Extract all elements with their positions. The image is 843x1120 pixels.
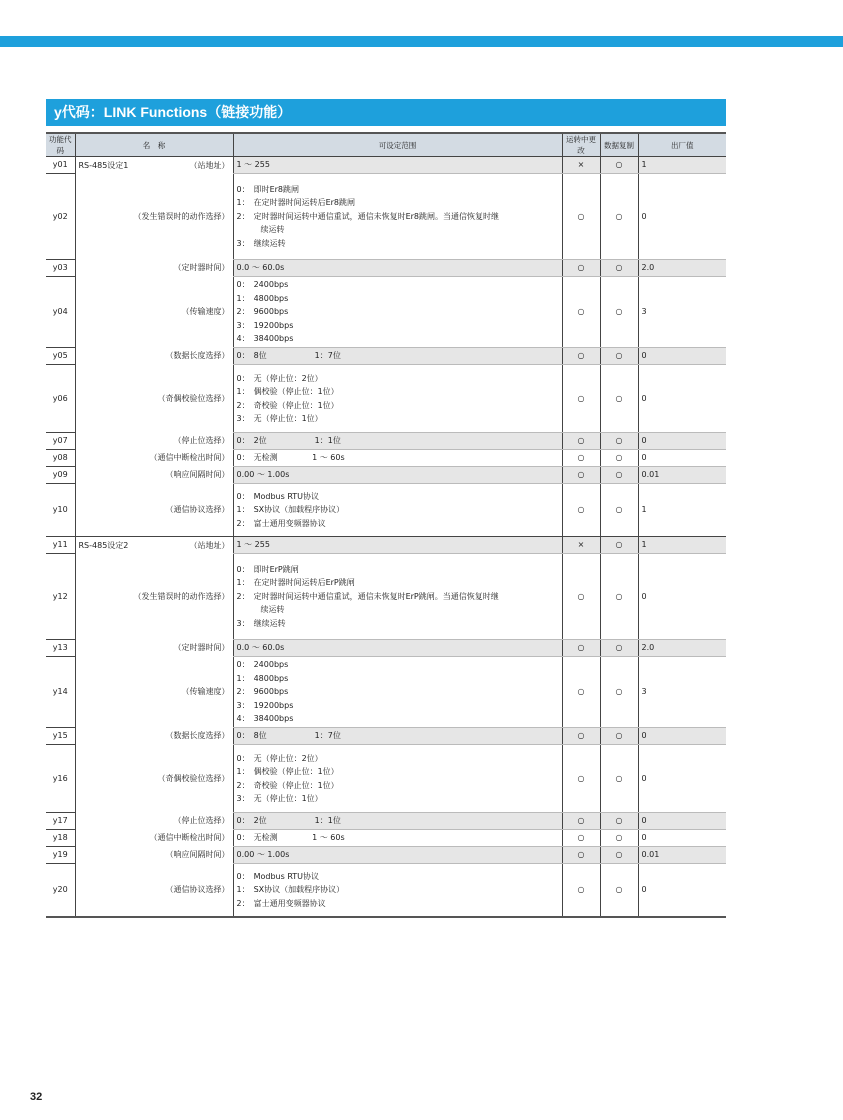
range-option: 3： 继续运转 bbox=[236, 238, 286, 248]
data-copy-cell bbox=[600, 450, 638, 467]
factory-value: 1 bbox=[641, 540, 647, 550]
data-copy-mark: ○ bbox=[615, 773, 623, 783]
range-option: 2： 富士通用变频器协议 bbox=[236, 898, 326, 908]
data-copy-cell bbox=[600, 554, 638, 640]
table-row bbox=[46, 260, 726, 277]
code-cell bbox=[46, 813, 75, 830]
range-option: 1： SX协议（加载程序协议） bbox=[236, 505, 345, 515]
data-copy-mark: ○ bbox=[615, 393, 623, 403]
range-option: 0.0 ～ 60.0s bbox=[236, 643, 285, 653]
factory-cell bbox=[638, 864, 726, 917]
function-code: y08 bbox=[52, 453, 68, 463]
run-change-cell bbox=[562, 277, 600, 348]
data-copy-cell bbox=[600, 277, 638, 348]
data-copy-cell bbox=[600, 348, 638, 365]
data-copy-mark: ○ bbox=[615, 505, 623, 515]
name-cell bbox=[75, 657, 233, 728]
range-option: 2： 奇校验（停止位：1位） bbox=[236, 400, 339, 410]
run-change-mark: ○ bbox=[577, 885, 585, 894]
code-cell bbox=[46, 657, 75, 728]
range-cell bbox=[233, 365, 562, 433]
function-code: y19 bbox=[52, 850, 68, 860]
range-option: 0： 2400bps bbox=[236, 660, 289, 670]
code-cell bbox=[46, 277, 75, 348]
run-change-cell bbox=[562, 365, 600, 433]
data-copy-mark: ○ bbox=[615, 687, 623, 697]
name-cell bbox=[75, 365, 233, 433]
name-cell bbox=[75, 864, 233, 917]
range-option: 0： 无（停止位：2位） bbox=[236, 373, 323, 383]
run-change-cell bbox=[562, 433, 600, 450]
function-code-table bbox=[46, 132, 726, 918]
range-option: 0： 2位 1：1位 bbox=[236, 816, 341, 826]
run-change-cell bbox=[562, 174, 600, 260]
run-change-cell bbox=[562, 157, 600, 174]
table-row bbox=[46, 157, 726, 174]
data-copy-cell bbox=[600, 365, 638, 433]
run-change-cell bbox=[562, 537, 600, 554]
data-copy-cell bbox=[600, 157, 638, 174]
range-option: 3： 19200bps bbox=[236, 320, 294, 330]
data-copy-cell bbox=[600, 260, 638, 277]
code-cell bbox=[46, 728, 75, 745]
name-cell bbox=[75, 433, 233, 450]
range-option: 1： 4800bps bbox=[236, 673, 289, 683]
table-row bbox=[46, 174, 726, 260]
range-cell bbox=[233, 348, 562, 365]
function-code: y14 bbox=[52, 687, 68, 697]
range-option: 1： 偶校验（停止位：1位） bbox=[236, 767, 339, 776]
code-cell bbox=[46, 745, 75, 813]
table-row bbox=[46, 728, 726, 745]
factory-value: 0 bbox=[641, 393, 647, 403]
data-copy-mark: ○ bbox=[615, 731, 623, 741]
run-change-cell bbox=[562, 554, 600, 640]
range-option: 0.00 ～ 1.00s bbox=[236, 850, 290, 860]
function-code: y07 bbox=[52, 436, 68, 446]
factory-cell bbox=[638, 174, 726, 260]
name-cell bbox=[75, 554, 233, 640]
data-copy-mark: ○ bbox=[615, 850, 623, 860]
run-change-mark: ○ bbox=[577, 833, 585, 843]
table-row bbox=[46, 830, 726, 847]
range-cell bbox=[233, 830, 562, 847]
name-cell bbox=[75, 484, 233, 537]
function-code: y17 bbox=[52, 816, 68, 826]
range-cell bbox=[233, 157, 562, 174]
name-cell bbox=[75, 830, 233, 847]
function-code: y02 bbox=[52, 211, 68, 221]
range-cell bbox=[233, 537, 562, 554]
table-row bbox=[46, 348, 726, 365]
data-copy-cell bbox=[600, 174, 638, 260]
run-change-mark: ○ bbox=[577, 687, 585, 697]
range-option: 4： 38400bps bbox=[236, 334, 294, 344]
run-change-cell bbox=[562, 348, 600, 365]
code-cell bbox=[46, 348, 75, 365]
data-copy-cell bbox=[600, 847, 638, 864]
range-option: 续运转 bbox=[236, 605, 285, 615]
parameter-name: （通信中断检出时间） bbox=[149, 833, 230, 843]
code-cell bbox=[46, 450, 75, 467]
factory-cell bbox=[638, 830, 726, 847]
factory-cell bbox=[638, 537, 726, 554]
data-copy-mark: ○ bbox=[615, 160, 623, 170]
run-change-mark: × bbox=[577, 540, 585, 550]
range-cell bbox=[233, 745, 562, 813]
range-option: 2： 定时器时间运转中通信重试，通信未恢复时Er8跳闸。当通信恢复时继 bbox=[236, 211, 500, 221]
code-cell bbox=[46, 484, 75, 537]
factory-value: 2.0 bbox=[641, 643, 655, 653]
parameter-name: （发生错误时的动作选择） bbox=[133, 211, 230, 221]
range-cell bbox=[233, 657, 562, 728]
run-change-mark: ○ bbox=[577, 263, 585, 273]
function-code: y18 bbox=[52, 833, 68, 843]
function-code: y03 bbox=[52, 263, 68, 273]
range-cell bbox=[233, 813, 562, 830]
factory-cell bbox=[638, 554, 726, 640]
run-change-cell bbox=[562, 728, 600, 745]
parameter-name: （响应间隔时间） bbox=[165, 850, 230, 860]
function-code: y13 bbox=[52, 643, 68, 653]
code-cell bbox=[46, 864, 75, 917]
data-copy-mark: ○ bbox=[615, 351, 623, 361]
range-option: 0： Modbus RTU协议 bbox=[236, 871, 320, 881]
data-copy-cell bbox=[600, 830, 638, 847]
run-change-cell bbox=[562, 484, 600, 537]
range-option: 续运转 bbox=[236, 225, 285, 235]
run-change-mark: ○ bbox=[577, 816, 585, 826]
name-cell bbox=[75, 728, 233, 745]
table-row bbox=[46, 813, 726, 830]
range-cell bbox=[233, 260, 562, 277]
code-cell bbox=[46, 433, 75, 450]
range-cell bbox=[233, 450, 562, 467]
range-cell bbox=[233, 640, 562, 657]
run-change-mark: ○ bbox=[577, 393, 585, 403]
run-change-cell bbox=[562, 745, 600, 813]
name-cell bbox=[75, 537, 233, 554]
factory-cell bbox=[638, 467, 726, 484]
factory-value: 2.0 bbox=[641, 263, 655, 273]
factory-cell bbox=[638, 813, 726, 830]
parameter-name: （定时器时间） bbox=[173, 643, 230, 653]
parameter-name: （站地址） bbox=[189, 540, 230, 550]
data-copy-cell bbox=[600, 745, 638, 813]
range-option: 1： 4800bps bbox=[236, 293, 289, 303]
table-row bbox=[46, 657, 726, 728]
factory-value: 0 bbox=[641, 885, 647, 894]
code-cell bbox=[46, 640, 75, 657]
factory-value: 3 bbox=[641, 687, 647, 697]
range-cell bbox=[233, 847, 562, 864]
name-cell bbox=[75, 847, 233, 864]
code-cell bbox=[46, 537, 75, 554]
data-copy-cell bbox=[600, 537, 638, 554]
parameter-name: （定时器时间） bbox=[173, 263, 230, 273]
table-row bbox=[46, 847, 726, 864]
parameter-name: （通信协议选择） bbox=[165, 505, 230, 514]
parameter-name: （停止位选择） bbox=[173, 816, 230, 826]
run-change-cell bbox=[562, 450, 600, 467]
range-option: 3： 继续运转 bbox=[236, 618, 286, 628]
range-cell bbox=[233, 728, 562, 745]
range-option: 0： 无（停止位：2位） bbox=[236, 753, 323, 763]
factory-value: 0 bbox=[641, 833, 647, 843]
factory-value: 0.01 bbox=[641, 850, 660, 860]
parameter-name: （数据长度选择） bbox=[165, 731, 230, 741]
range-option: 2： 富士通用变频器协议 bbox=[236, 518, 326, 528]
data-copy-mark: ○ bbox=[615, 591, 623, 601]
run-change-mark: ○ bbox=[577, 773, 585, 783]
run-change-cell bbox=[562, 467, 600, 484]
header-code: 功能代码 bbox=[46, 133, 75, 157]
parameter-name: （奇偶校验位选择） bbox=[157, 393, 230, 403]
name-cell bbox=[75, 745, 233, 813]
run-change-mark: ○ bbox=[577, 436, 585, 446]
group-name: RS-485设定1 bbox=[78, 160, 129, 170]
table-row bbox=[46, 554, 726, 640]
factory-value: 1 bbox=[641, 505, 647, 515]
parameter-name: （通信中断检出时间） bbox=[149, 453, 230, 463]
factory-value: 0 bbox=[641, 351, 647, 361]
run-change-mark: ○ bbox=[577, 470, 585, 480]
data-copy-cell bbox=[600, 813, 638, 830]
data-copy-mark: ○ bbox=[615, 470, 623, 480]
function-code: y15 bbox=[52, 731, 68, 741]
range-cell bbox=[233, 433, 562, 450]
factory-cell bbox=[638, 484, 726, 537]
factory-cell bbox=[638, 450, 726, 467]
page-number: 32 bbox=[30, 1091, 43, 1103]
factory-cell bbox=[638, 745, 726, 813]
parameter-name: （发生错误时的动作选择） bbox=[133, 591, 230, 601]
table-row bbox=[46, 864, 726, 917]
range-option: 0： 即时Er8跳闸 bbox=[236, 184, 300, 194]
function-code: y12 bbox=[52, 591, 68, 601]
table-row bbox=[46, 450, 726, 467]
range-option: 1： SX协议（加载程序协议） bbox=[236, 885, 345, 894]
table-row bbox=[46, 433, 726, 450]
run-change-mark: ○ bbox=[577, 211, 585, 221]
run-change-cell bbox=[562, 830, 600, 847]
range-option: 0： 无检测 1 ～ 60s bbox=[236, 453, 345, 463]
function-code: y06 bbox=[52, 393, 68, 403]
range-option: 0： 2400bps bbox=[236, 280, 289, 290]
run-change-mark: ○ bbox=[577, 850, 585, 860]
data-copy-mark: ○ bbox=[615, 540, 623, 550]
range-option: 2： 定时器时间运转中通信重试，通信未恢复时ErP跳闸。当通信恢复时继 bbox=[236, 591, 499, 601]
factory-value: 0 bbox=[641, 591, 647, 601]
factory-value: 0 bbox=[641, 436, 647, 446]
range-option: 0.0 ～ 60.0s bbox=[236, 263, 285, 273]
run-change-mark: × bbox=[577, 160, 585, 170]
code-cell bbox=[46, 260, 75, 277]
range-option: 2： 9600bps bbox=[236, 687, 289, 697]
range-option: 0： 2位 1：1位 bbox=[236, 436, 341, 446]
table-header-row bbox=[46, 133, 726, 157]
range-option: 3： 19200bps bbox=[236, 700, 294, 710]
function-code: y11 bbox=[52, 540, 68, 550]
run-change-mark: ○ bbox=[577, 351, 585, 361]
range-option: 3： 无（停止位：1位） bbox=[236, 794, 323, 803]
data-copy-mark: ○ bbox=[615, 307, 623, 317]
parameter-name: （停止位选择） bbox=[173, 436, 230, 446]
factory-value: 0 bbox=[641, 773, 647, 783]
factory-cell bbox=[638, 433, 726, 450]
table-row bbox=[46, 537, 726, 554]
top-accent-bar bbox=[0, 36, 843, 47]
name-cell bbox=[75, 260, 233, 277]
factory-cell bbox=[638, 728, 726, 745]
section-title: y代码：LINK Functions（链接功能） bbox=[46, 99, 726, 126]
data-copy-cell bbox=[600, 728, 638, 745]
run-change-mark: ○ bbox=[577, 505, 585, 515]
code-cell bbox=[46, 174, 75, 260]
data-copy-mark: ○ bbox=[615, 885, 623, 894]
function-code: y09 bbox=[52, 470, 68, 480]
header-name: 名 称 bbox=[75, 133, 233, 157]
range-option: 4： 38400bps bbox=[236, 714, 294, 724]
range-option: 0： 无检测 1 ～ 60s bbox=[236, 833, 345, 843]
run-change-mark: ○ bbox=[577, 731, 585, 741]
code-cell bbox=[46, 830, 75, 847]
range-cell bbox=[233, 174, 562, 260]
table-row bbox=[46, 365, 726, 433]
factory-cell bbox=[638, 657, 726, 728]
run-change-cell bbox=[562, 813, 600, 830]
parameter-name: （数据长度选择） bbox=[165, 351, 230, 361]
data-copy-mark: ○ bbox=[615, 436, 623, 446]
range-option: 2： 9600bps bbox=[236, 307, 289, 317]
run-change-mark: ○ bbox=[577, 307, 585, 317]
factory-cell bbox=[638, 157, 726, 174]
parameter-name: （传输速度） bbox=[181, 687, 230, 697]
parameter-name: （通信协议选择） bbox=[165, 884, 230, 894]
data-copy-cell bbox=[600, 467, 638, 484]
code-cell bbox=[46, 467, 75, 484]
data-copy-cell bbox=[600, 484, 638, 537]
table-row bbox=[46, 484, 726, 537]
function-code: y10 bbox=[52, 505, 68, 515]
data-copy-cell bbox=[600, 657, 638, 728]
code-cell bbox=[46, 554, 75, 640]
code-cell bbox=[46, 847, 75, 864]
factory-value: 0 bbox=[641, 211, 647, 221]
range-option: 0： Modbus RTU协议 bbox=[236, 491, 320, 501]
factory-cell bbox=[638, 847, 726, 864]
factory-value: 3 bbox=[641, 307, 647, 317]
name-cell bbox=[75, 157, 233, 174]
factory-cell bbox=[638, 277, 726, 348]
data-copy-mark: ○ bbox=[615, 211, 623, 221]
factory-value: 0 bbox=[641, 453, 647, 463]
range-cell bbox=[233, 277, 562, 348]
function-code: y04 bbox=[52, 307, 68, 317]
table-row bbox=[46, 640, 726, 657]
data-copy-mark: ○ bbox=[615, 453, 623, 463]
run-change-mark: ○ bbox=[577, 453, 585, 463]
range-option: 0.00 ～ 1.00s bbox=[236, 470, 290, 480]
function-code: y01 bbox=[52, 160, 68, 170]
factory-value: 0 bbox=[641, 816, 647, 826]
name-cell bbox=[75, 813, 233, 830]
group-name: RS-485设定2 bbox=[78, 540, 129, 550]
run-change-cell bbox=[562, 847, 600, 864]
range-cell bbox=[233, 554, 562, 640]
table-row bbox=[46, 277, 726, 348]
name-cell bbox=[75, 174, 233, 260]
run-change-cell bbox=[562, 657, 600, 728]
data-copy-cell bbox=[600, 433, 638, 450]
code-cell bbox=[46, 365, 75, 433]
function-code: y05 bbox=[52, 351, 68, 361]
run-change-mark: ○ bbox=[577, 591, 585, 601]
run-change-mark: ○ bbox=[577, 643, 585, 653]
header-factory: 出厂值 bbox=[638, 133, 726, 157]
factory-value: 0 bbox=[641, 731, 647, 741]
run-change-cell bbox=[562, 260, 600, 277]
data-copy-mark: ○ bbox=[615, 816, 623, 826]
range-cell bbox=[233, 484, 562, 537]
factory-cell bbox=[638, 348, 726, 365]
range-option: 1 ～ 255 bbox=[236, 160, 270, 170]
code-cell bbox=[46, 157, 75, 174]
parameter-name: （奇偶校验位选择） bbox=[157, 773, 230, 783]
factory-cell bbox=[638, 260, 726, 277]
run-change-cell bbox=[562, 640, 600, 657]
range-cell bbox=[233, 467, 562, 484]
name-cell bbox=[75, 450, 233, 467]
range-option: 0： 8位 1：7位 bbox=[236, 351, 341, 361]
range-option: 3： 无（停止位：1位） bbox=[236, 414, 323, 423]
table-row bbox=[46, 745, 726, 813]
data-copy-cell bbox=[600, 864, 638, 917]
factory-cell bbox=[638, 640, 726, 657]
function-code: y16 bbox=[52, 773, 68, 783]
name-cell bbox=[75, 640, 233, 657]
table-row bbox=[46, 467, 726, 484]
data-copy-mark: ○ bbox=[615, 643, 623, 653]
range-option: 0： 即时ErP跳闸 bbox=[236, 564, 299, 574]
header-range: 可设定范围 bbox=[233, 133, 562, 157]
function-code: y20 bbox=[52, 885, 68, 894]
run-change-cell bbox=[562, 864, 600, 917]
data-copy-mark: ○ bbox=[615, 263, 623, 273]
range-option: 0： 8位 1：7位 bbox=[236, 731, 341, 741]
factory-value: 0.01 bbox=[641, 470, 660, 480]
header-run-change: 运转中更改 bbox=[562, 133, 600, 157]
header-data-copy: 数据复制 bbox=[600, 133, 638, 157]
range-option: 1 ～ 255 bbox=[236, 540, 270, 550]
data-copy-mark: ○ bbox=[615, 833, 623, 843]
parameter-name: （传输速度） bbox=[181, 307, 230, 317]
data-copy-cell bbox=[600, 640, 638, 657]
range-option: 1： 在定时器时间运转后ErP跳闸 bbox=[236, 578, 355, 588]
name-cell bbox=[75, 277, 233, 348]
factory-value: 1 bbox=[641, 160, 647, 170]
range-option: 1： 在定时器时间运转后Er8跳闸 bbox=[236, 198, 356, 208]
range-option: 2： 奇校验（停止位：1位） bbox=[236, 780, 339, 790]
factory-cell bbox=[638, 365, 726, 433]
range-option: 1： 偶校验（停止位：1位） bbox=[236, 387, 339, 396]
range-cell bbox=[233, 864, 562, 917]
parameter-name: （站地址） bbox=[189, 160, 230, 170]
parameter-name: （响应间隔时间） bbox=[165, 470, 230, 480]
name-cell bbox=[75, 348, 233, 365]
name-cell bbox=[75, 467, 233, 484]
